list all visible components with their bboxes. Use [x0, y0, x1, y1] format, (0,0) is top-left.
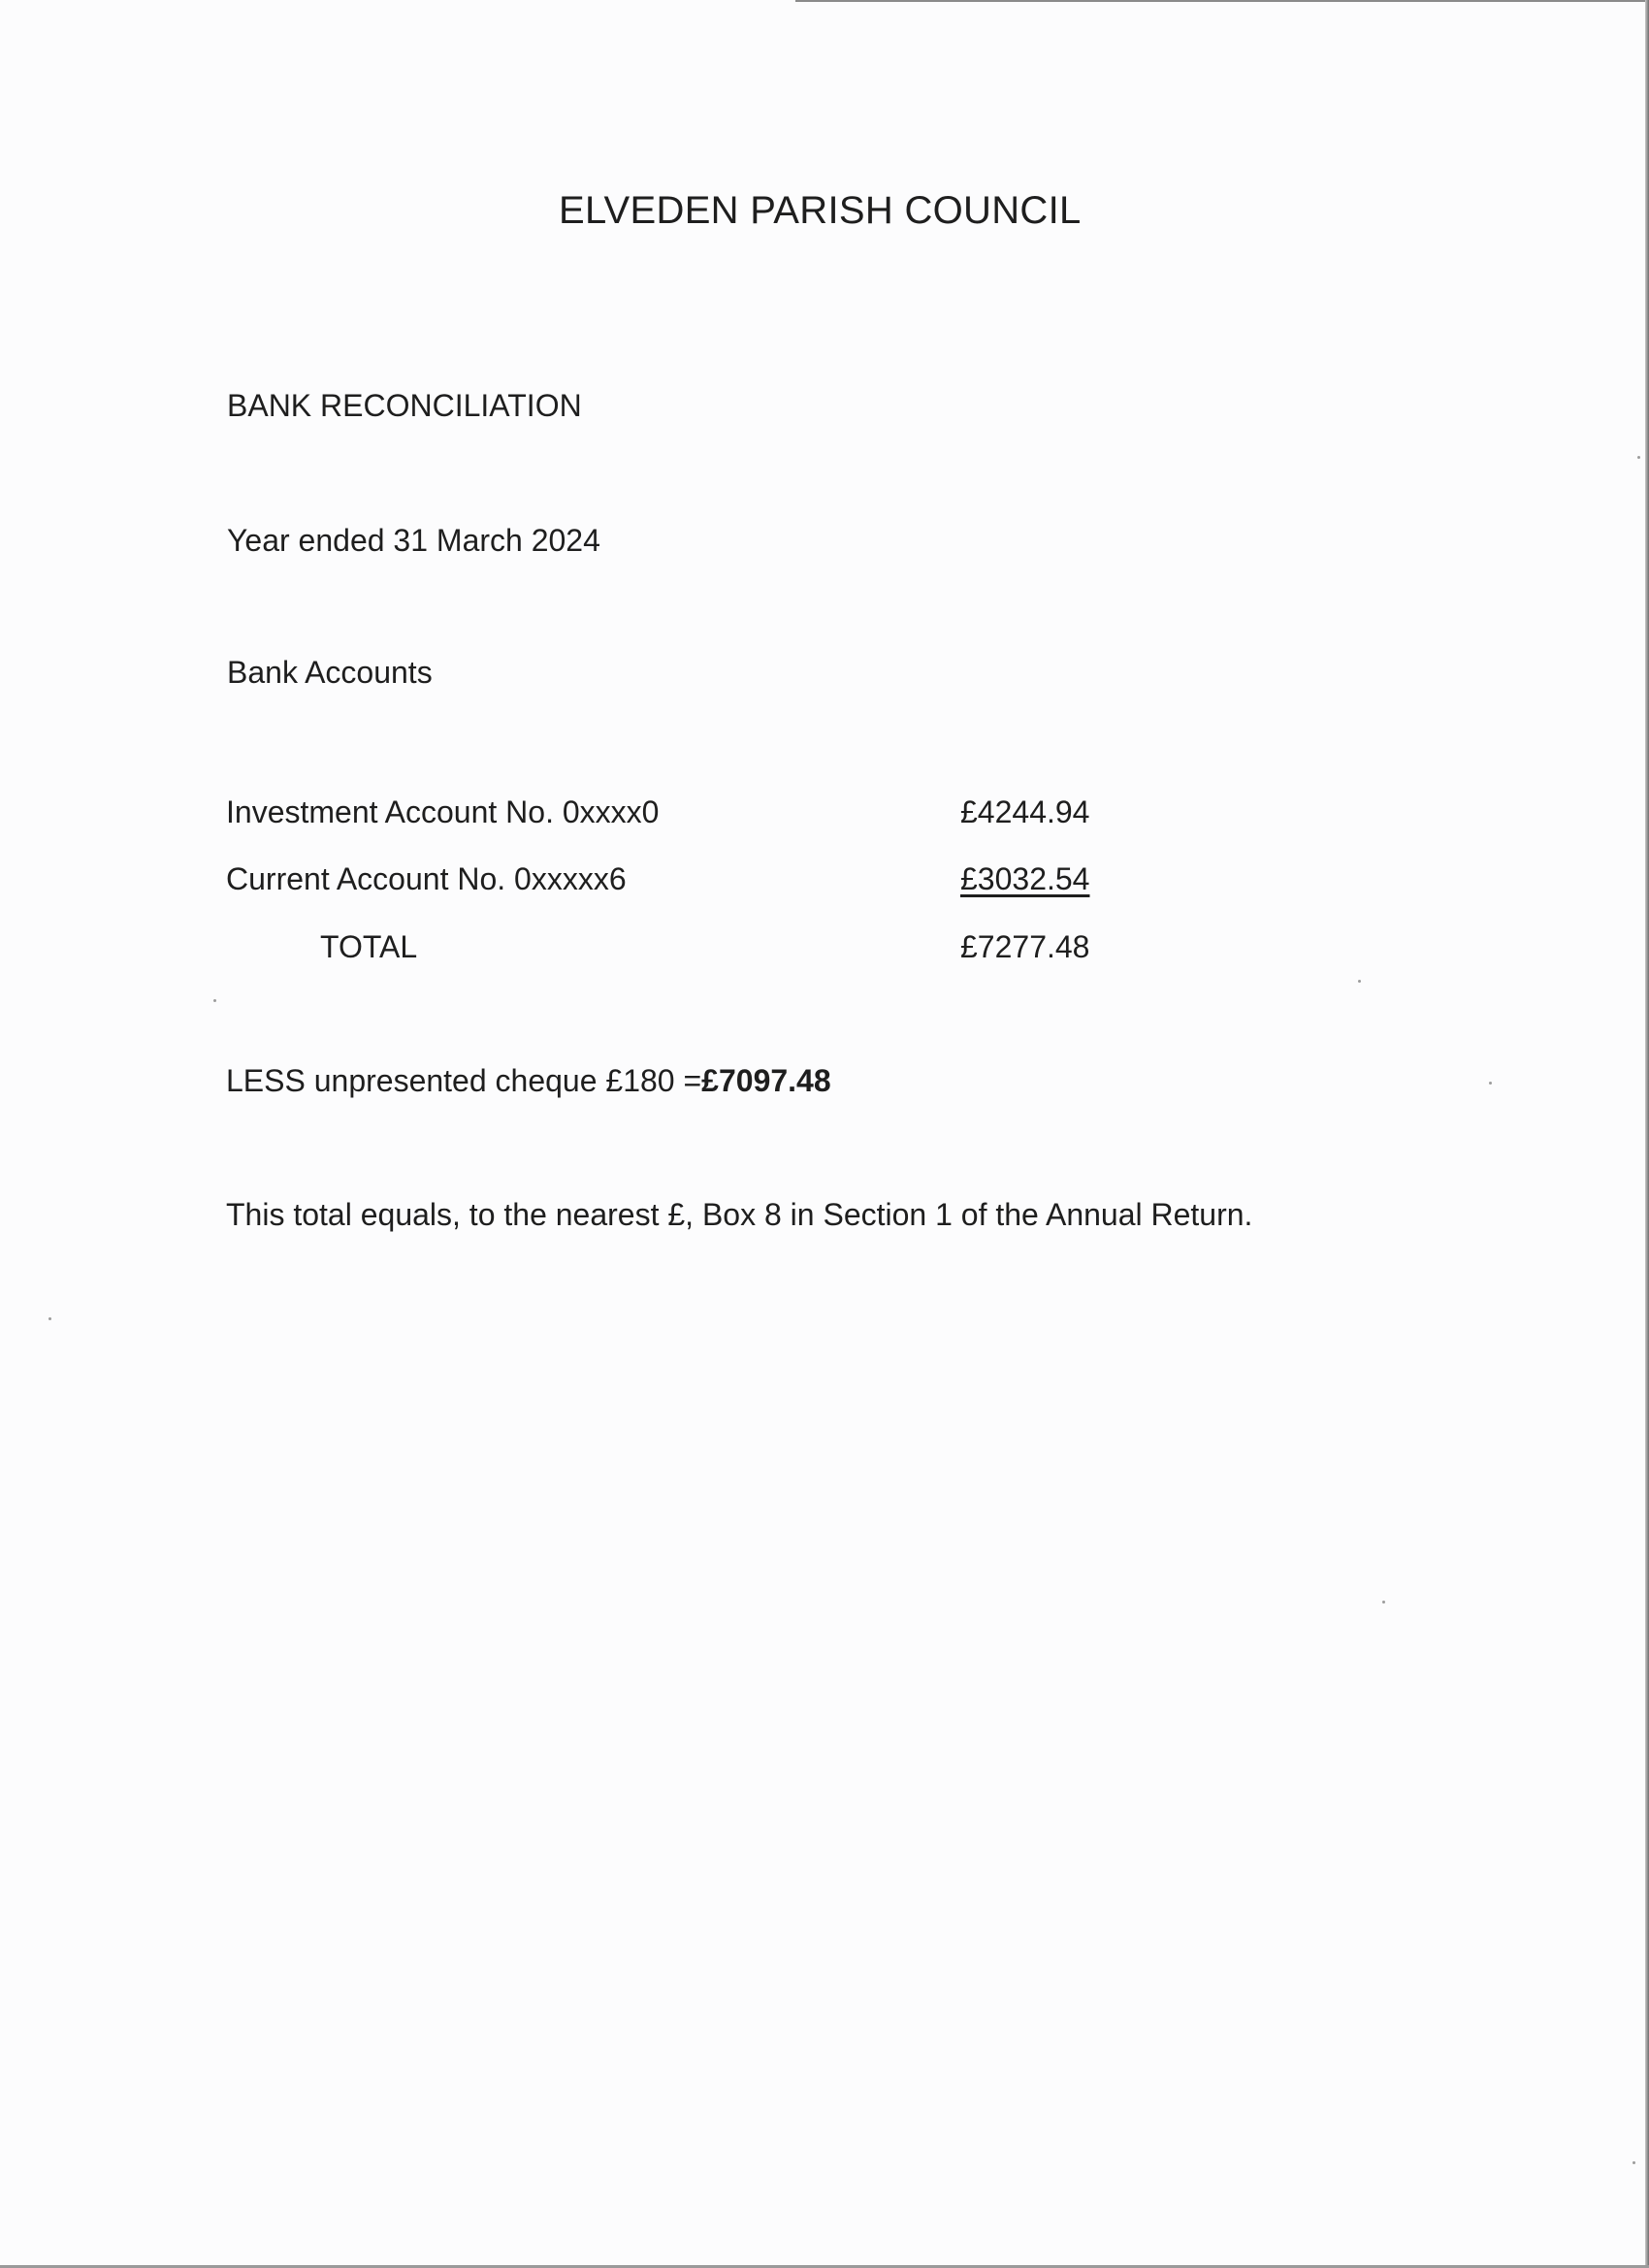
total-label: TOTAL	[320, 929, 418, 964]
scan-speck	[48, 1317, 51, 1320]
period-label: Year ended 31 March 2024	[227, 523, 600, 558]
scan-speck	[1637, 456, 1640, 459]
scan-edge-right	[1645, 0, 1649, 2268]
scan-edge-top	[795, 0, 1649, 2]
total-amount: £7277.48	[960, 929, 1090, 964]
scan-speck	[1382, 1601, 1385, 1604]
council-title: ELVEDEN PARISH COUNCIL	[559, 189, 1082, 232]
reconciliation-note: This total equals, to the nearest £, Box 8 in Section 1 of the Annual Return.	[226, 1197, 1253, 1232]
current-account-label: Current Account No. 0xxxxx6	[226, 861, 627, 896]
scan-speck	[1633, 2161, 1635, 2164]
adjusted-total: £7097.48	[701, 1063, 831, 1098]
document-heading: BANK RECONCILIATION	[227, 388, 582, 423]
adjustment-text: LESS unpresented cheque £180 =	[226, 1063, 702, 1098]
current-account-amount: £3032.54	[960, 861, 1090, 896]
scan-speck	[213, 999, 216, 1002]
section-label: Bank Accounts	[227, 655, 433, 690]
scan-speck	[1489, 1082, 1492, 1085]
adjustment-line	[226, 1062, 831, 1099]
scan-speck	[1358, 980, 1361, 983]
investment-account-label: Investment Account No. 0xxxx0	[226, 794, 660, 829]
investment-account-amount: £4244.94	[960, 794, 1090, 829]
